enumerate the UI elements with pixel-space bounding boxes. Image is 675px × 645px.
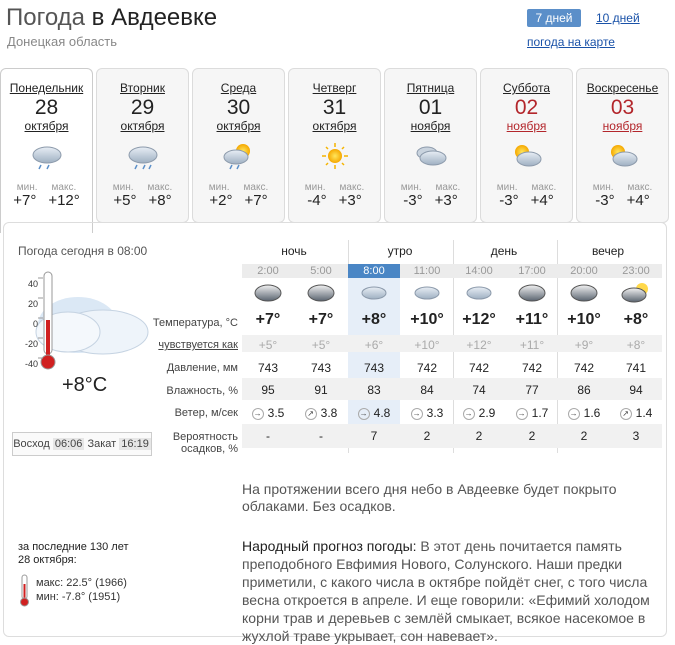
folk-text: В этот день почитается память преподобного Евфимия Нового, Солунского. Наши предки приметили, с какого числа в октябре пойдёт снег, с того числа весна откроется в апреле. И еще говорили: «Ефимий холодом корни трав и деревьев с землёй смыкает, всякое насекомое в жухлой траве укрывает, сон навевает». — [242, 538, 650, 644]
page-title: Погода в Авдеевке — [6, 4, 218, 31]
row-label-humidity: Влажность, % — [166, 385, 238, 397]
wind-speed: 3.5 — [267, 406, 285, 420]
partly-cloudy-icon — [509, 141, 545, 171]
hour-pressure: 742 — [573, 361, 595, 375]
hour-feels-like: +10° — [414, 338, 440, 352]
time-cell: 5:00 — [310, 265, 332, 277]
wind-speed: 1.4 — [635, 406, 653, 420]
seven-days-button[interactable]: 7 дней — [527, 9, 581, 27]
time-cell: 14:00 — [465, 265, 493, 277]
time-cell: 17:00 — [518, 265, 546, 277]
day-tab-monday[interactable]: Понедельник 28 октября мин. макс. +7° +12° — [0, 68, 93, 233]
wind-direction-icon: → — [412, 409, 421, 418]
hour-wind — [242, 406, 294, 420]
day-max-temp: +8° — [148, 192, 172, 209]
hour-pressure: 742 — [416, 361, 438, 375]
history-values — [36, 576, 127, 604]
thermometer-small-icon — [18, 574, 32, 608]
hour-humidity: 74 — [472, 383, 486, 397]
hour-temperature: +7° — [308, 311, 334, 328]
row-label-precip: Вероятность осадков, % — [172, 431, 238, 455]
partly-cloudy-icon — [605, 141, 641, 171]
light-cloud-icon — [401, 282, 453, 304]
day-description: На протяжении всего дня небо в Авдеевке будет покрыто облаками. Без осадков. — [242, 481, 617, 514]
cloudy-night-icon — [242, 282, 294, 304]
hour-humidity: 77 — [525, 383, 539, 397]
hour-precip: 7 — [370, 429, 378, 443]
day-max-temp: +4° — [530, 192, 554, 209]
time-cell: 11:00 — [413, 265, 441, 277]
hour-wind — [453, 406, 505, 420]
hour-humidity: 83 — [367, 383, 381, 397]
hour-feels-like: +5° — [311, 338, 331, 352]
now-label: Погода сегодня в 08:00 — [18, 244, 148, 258]
hour-precip: 2 — [580, 429, 588, 443]
period-day: день — [490, 244, 518, 258]
hour-precip: - — [266, 429, 270, 443]
partly-cloudy-rain-icon — [221, 141, 257, 171]
current-temperature: +8°C — [62, 374, 108, 396]
wind-speed: 1.6 — [583, 406, 601, 420]
wind-direction-icon: ↗ — [305, 408, 317, 420]
period-morning: утро — [387, 244, 413, 258]
day-max-temp: +3° — [434, 192, 458, 209]
cloudy-rain-icon — [125, 141, 161, 171]
day-max-temp: +12° — [48, 192, 80, 209]
hour-wind — [506, 406, 558, 420]
hour-temperature: +7° — [255, 311, 281, 328]
day-min-temp: +2° — [209, 192, 233, 209]
light-cloud-icon — [453, 282, 505, 304]
day-min-temp: +5° — [113, 192, 137, 209]
hour-feels-like: +9° — [574, 338, 594, 352]
wind-direction-icon: → — [517, 409, 526, 418]
hour-wind — [558, 406, 610, 420]
wind-speed: 3.8 — [320, 406, 338, 420]
hour-temperature: +11° — [515, 311, 549, 328]
history-min: мин: -7.8° (1951) — [36, 591, 121, 603]
time-cell-current: 8:00 — [348, 264, 400, 278]
hour-humidity: 95 — [261, 383, 275, 397]
hour-temperature: +10° — [410, 311, 444, 328]
sunset-time: 16:19 — [121, 438, 149, 450]
sun-icon — [317, 141, 353, 171]
moon-cloud-icon — [610, 282, 662, 304]
hour-humidity: 84 — [420, 383, 434, 397]
day-tab-friday[interactable]: Пятница 01 ноября мин. макс. -3° +3° — [384, 68, 477, 223]
wind-direction-icon: ↗ — [620, 408, 632, 420]
history-max: макс: 22.5° (1966) — [36, 577, 127, 589]
hour-temperature: +8° — [361, 311, 387, 328]
hour-wind — [348, 406, 400, 420]
day-tab-thursday[interactable]: Четверг 31 октября мин. макс. -4° +3° — [288, 68, 381, 223]
hour-pressure: 743 — [257, 361, 279, 375]
hour-wind — [295, 406, 347, 420]
hour-humidity: 86 — [577, 383, 591, 397]
day-min-temp: -3° — [403, 192, 423, 209]
row-label-wind: Ветер, м/сек — [174, 407, 238, 419]
ten-days-link[interactable]: 10 дней — [596, 11, 640, 25]
hour-temperature: +12° — [462, 311, 496, 328]
day-min-temp: -4° — [307, 192, 327, 209]
row-label-temperature: Температура, °C — [152, 317, 238, 329]
hour-humidity: 91 — [314, 383, 328, 397]
hour-precip: 2 — [475, 429, 483, 443]
hour-precip: 3 — [632, 429, 640, 443]
hour-feels-like: +8° — [626, 338, 646, 352]
hour-pressure: 743 — [363, 361, 385, 375]
sunrise-sunset: Восход 06:06 Закат 16:19 — [12, 432, 152, 456]
period-evening: вечер — [591, 244, 625, 258]
sunrise-time: 06:06 — [54, 438, 83, 450]
hour-precip: 2 — [528, 429, 536, 443]
hour-feels-like: +11° — [519, 338, 545, 352]
hour-feels-like: +12° — [466, 338, 492, 352]
day-max-temp: +7° — [244, 192, 268, 209]
period-night: ночь — [281, 244, 307, 258]
cloudy-rain-icon — [29, 141, 65, 171]
day-tab-saturday[interactable]: Суббота 02 ноября мин. макс. -3° +4° — [480, 68, 573, 223]
cloudy-icon — [413, 141, 449, 171]
region-label: Донецкая область — [7, 34, 118, 49]
hour-temperature: +10° — [567, 311, 601, 328]
light-cloud-icon — [348, 282, 400, 304]
history-heading: за последние 130 лет 28 октября: — [18, 541, 129, 566]
thermometer-scale: 40 20 0 -20 -40 — [24, 279, 38, 369]
wind-speed: 1.7 — [531, 406, 549, 420]
wind-speed: 4.8 — [373, 406, 391, 420]
day-max-temp: +3° — [338, 192, 362, 209]
day-tab-wednesday[interactable]: Среда 30 октября мин. макс. +2° +7° — [192, 68, 285, 223]
hour-wind — [610, 406, 662, 420]
cloudy-night-icon — [295, 282, 347, 304]
time-cell: 23:00 — [622, 265, 650, 277]
wind-direction-icon: → — [359, 409, 368, 418]
wind-direction-icon: → — [464, 409, 473, 418]
hour-humidity: 94 — [629, 383, 643, 397]
hour-temperature: +8° — [623, 311, 649, 328]
time-cell: 20:00 — [570, 265, 598, 277]
day-max-temp: +4° — [626, 192, 650, 209]
wind-speed: 3.3 — [426, 406, 444, 420]
day-min-temp: -3° — [595, 192, 615, 209]
hour-pressure: 741 — [625, 361, 647, 375]
cloudy-night-icon — [558, 282, 610, 304]
day-tab-tuesday[interactable]: Вторник 29 октября мин. макс. +5° +8° — [96, 68, 189, 223]
time-cell: 2:00 — [257, 265, 279, 277]
wind-direction-icon: → — [569, 409, 578, 418]
hour-feels-like: +5° — [258, 338, 278, 352]
wind-direction-icon: → — [253, 409, 262, 418]
hour-wind — [401, 406, 453, 420]
hour-precip: - — [319, 429, 323, 443]
day-min-temp: -3° — [499, 192, 519, 209]
row-label-feels[interactable]: чувствуется как — [158, 339, 238, 351]
hour-feels-like: +6° — [364, 338, 384, 352]
cloudy-icon — [506, 282, 558, 304]
folk-forecast — [242, 537, 662, 645]
day-min-temp: +7° — [13, 192, 37, 209]
hour-pressure: 742 — [521, 361, 543, 375]
hour-pressure: 742 — [468, 361, 490, 375]
hour-pressure: 743 — [310, 361, 332, 375]
weather-map-link[interactable]: погода на карте — [527, 35, 615, 49]
hour-precip: 2 — [423, 429, 431, 443]
row-label-pressure: Давление, мм — [166, 362, 238, 374]
folk-heading: Народный прогноз погоды: — [242, 538, 417, 554]
wind-speed: 2.9 — [478, 406, 496, 420]
day-tab-sunday[interactable]: Воскресенье 03 ноября мин. макс. -3° +4° — [576, 68, 669, 223]
